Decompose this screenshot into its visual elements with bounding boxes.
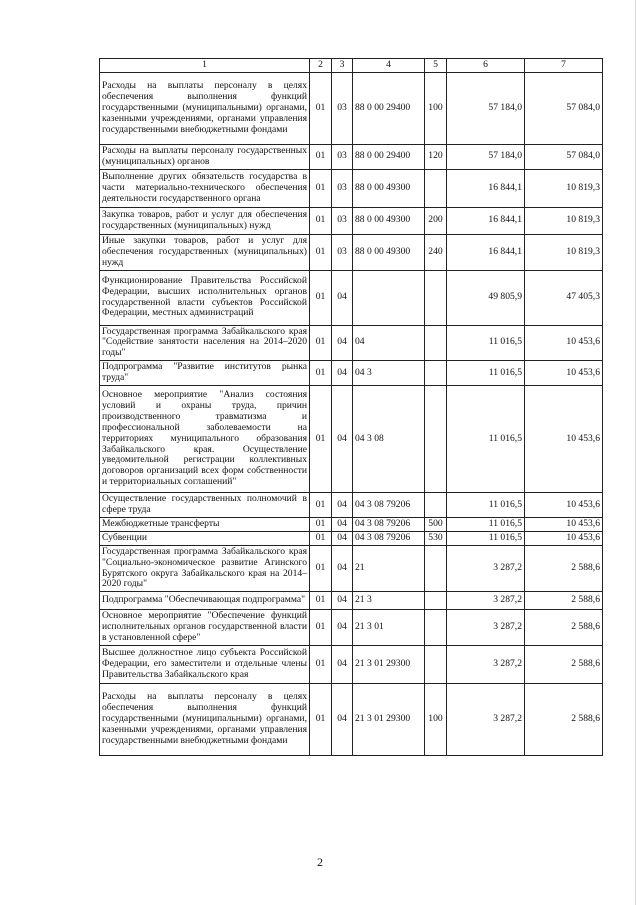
row-name-cell: Межбюджетные трансферты xyxy=(100,517,310,531)
target-article-cell: 21 3 01 29300 xyxy=(353,684,425,756)
expense-type-cell: 240 xyxy=(425,234,447,270)
row-name-cell: Расходы на выплаты персоналу в целях обеспечения выполнения функций государственными (муниципальными) органами, казенными учреждениями, органами управления государственными внебюджетными фондами xyxy=(100,684,310,756)
amount-year1-cell: 11 016,5 xyxy=(447,361,525,386)
target-article-cell: 04 3 xyxy=(353,361,425,386)
amount-year2-cell: 10 819,3 xyxy=(525,234,603,270)
section-cell: 01 xyxy=(310,73,332,145)
expense-type-cell xyxy=(425,493,447,518)
target-article-cell: 88 0 00 29400 xyxy=(353,145,425,170)
amount-year2-cell: 10 819,3 xyxy=(525,207,603,234)
amount-year2-cell: 2 588,6 xyxy=(525,610,603,646)
subsection-cell: 04 xyxy=(332,531,353,545)
target-article-cell: 21 3 01 xyxy=(353,610,425,646)
subsection-cell: 04 xyxy=(332,361,353,386)
amount-year1-cell: 11 016,5 xyxy=(447,386,525,493)
row-name-cell: Расходы на выплаты персоналу государственных (муниципальных) органов xyxy=(100,145,310,170)
table-row xyxy=(100,169,603,207)
section-cell: 01 xyxy=(310,270,332,325)
expense-type-cell xyxy=(425,386,447,493)
page-edge xyxy=(635,0,636,905)
row-name-cell: Иные закупки товаров, работ и услуг для обеспечения государственных (муниципальных) нужд xyxy=(100,234,310,270)
row-name-cell: Закупка товаров, работ и услуг для обеспечения государственных (муниципальных) нужд xyxy=(100,207,310,234)
target-article-cell: 21 xyxy=(353,545,425,592)
table-row xyxy=(100,361,603,386)
target-article-cell: 04 3 08 79206 xyxy=(353,517,425,531)
subsection-cell: 04 xyxy=(332,517,353,531)
target-article-cell: 04 3 08 79206 xyxy=(353,531,425,545)
header-cell: 3 xyxy=(332,59,353,73)
subsection-cell: 03 xyxy=(332,73,353,145)
header-cell: 6 xyxy=(447,59,525,73)
row-name-cell: Расходы на выплаты персоналу в целях обеспечения выполнения функций государственными (муниципальными) органами, казенными учреждениями, органами управления государственными внебюджетными фондами xyxy=(100,73,310,145)
target-article-cell: 88 0 00 49300 xyxy=(353,207,425,234)
subsection-cell: 03 xyxy=(332,207,353,234)
amount-year1-cell: 11 016,5 xyxy=(447,325,525,361)
subsection-cell: 03 xyxy=(332,145,353,170)
amount-year2-cell: 57 084,0 xyxy=(525,145,603,170)
row-name-cell: Функционирование Правительства Российской Федерации, высших исполнительных органов государственной власти субъектов Российской Федерации, местных администраций xyxy=(100,270,310,325)
expense-type-cell: 530 xyxy=(425,531,447,545)
amount-year1-cell: 3 287,2 xyxy=(447,545,525,592)
amount-year2-cell: 10 453,6 xyxy=(525,386,603,493)
expense-type-cell xyxy=(425,361,447,386)
subsection-cell: 04 xyxy=(332,545,353,592)
row-name-cell: Основное мероприятие "Обеспечение функций исполнительных органов государственной власти в установленной сфере" xyxy=(100,610,310,646)
section-cell: 01 xyxy=(310,531,332,545)
target-article-cell: 88 0 00 49300 xyxy=(353,169,425,207)
amount-year1-cell: 11 016,5 xyxy=(447,517,525,531)
amount-year1-cell: 16 844,1 xyxy=(447,169,525,207)
section-cell: 01 xyxy=(310,517,332,531)
amount-year2-cell: 10 453,6 xyxy=(525,493,603,518)
expense-type-cell xyxy=(425,545,447,592)
table-row xyxy=(100,493,603,518)
expense-type-cell xyxy=(425,646,447,684)
expense-type-cell xyxy=(425,169,447,207)
table-row xyxy=(100,517,603,531)
header-cell: 2 xyxy=(310,59,332,73)
target-article-cell: 21 3 xyxy=(353,592,425,610)
table-row xyxy=(100,545,603,592)
amount-year2-cell: 2 588,6 xyxy=(525,646,603,684)
target-article-cell: 21 3 01 29300 xyxy=(353,646,425,684)
row-name-cell: Высшее должностное лицо субъекта Российской Федерации, его заместители и отдельные члены Правительства Забайкальского края xyxy=(100,646,310,684)
target-article-cell: 04 xyxy=(353,325,425,361)
table-row xyxy=(100,610,603,646)
row-name-cell: Выполнение других обязательств государства в части материально-технического обеспечения деятельности государственного органа xyxy=(100,169,310,207)
section-cell: 01 xyxy=(310,234,332,270)
section-cell: 01 xyxy=(310,361,332,386)
amount-year1-cell: 16 844,1 xyxy=(447,207,525,234)
table-row xyxy=(100,325,603,361)
row-name-cell: Государственная программа Забайкальского края "Содействие занятости населения на 2014–2020 годы" xyxy=(100,325,310,361)
section-cell: 01 xyxy=(310,386,332,493)
subsection-cell: 04 xyxy=(332,325,353,361)
page-number: 2 xyxy=(317,855,323,869)
header-row xyxy=(100,59,603,73)
row-name-cell: Основное мероприятие "Анализ состояния условий и охраны труда, причин производственного травматизма и профессиональной заболеваемости на территориях муниципального образования Забайкальского края. Осуществление уведомительной регистрации коллективных договоров организаций всех форм собственности и территориальных соглашений" xyxy=(100,386,310,493)
expense-type-cell: 500 xyxy=(425,517,447,531)
section-cell: 01 xyxy=(310,207,332,234)
expense-type-cell xyxy=(425,592,447,610)
subsection-cell: 04 xyxy=(332,646,353,684)
budget-table xyxy=(99,58,603,756)
header-cell: 5 xyxy=(425,59,447,73)
target-article-cell: 04 3 08 79206 xyxy=(353,493,425,518)
table-row xyxy=(100,234,603,270)
expense-type-cell xyxy=(425,610,447,646)
amount-year1-cell: 49 805,9 xyxy=(447,270,525,325)
expense-type-cell xyxy=(425,270,447,325)
subsection-cell: 04 xyxy=(332,493,353,518)
expense-type-cell: 120 xyxy=(425,145,447,170)
table-row xyxy=(100,270,603,325)
row-name-cell: Осуществление государственных полномочий в сфере труда xyxy=(100,493,310,518)
target-article-cell: 88 0 00 29400 xyxy=(353,73,425,145)
amount-year2-cell: 57 084,0 xyxy=(525,73,603,145)
amount-year1-cell: 3 287,2 xyxy=(447,610,525,646)
section-cell: 01 xyxy=(310,325,332,361)
section-cell: 01 xyxy=(310,684,332,756)
header-cell: 4 xyxy=(353,59,425,73)
table-row xyxy=(100,207,603,234)
expense-type-cell xyxy=(425,325,447,361)
amount-year1-cell: 11 016,5 xyxy=(447,531,525,545)
expense-type-cell: 100 xyxy=(425,684,447,756)
section-cell: 01 xyxy=(310,493,332,518)
budget-table-body xyxy=(100,59,603,756)
subsection-cell: 04 xyxy=(332,386,353,493)
target-article-cell xyxy=(353,270,425,325)
target-article-cell: 88 0 00 49300 xyxy=(353,234,425,270)
amount-year2-cell: 10 819,3 xyxy=(525,169,603,207)
amount-year1-cell: 3 287,2 xyxy=(447,592,525,610)
amount-year1-cell: 57 184,0 xyxy=(447,145,525,170)
amount-year1-cell: 11 016,5 xyxy=(447,493,525,518)
subsection-cell: 03 xyxy=(332,169,353,207)
target-article-cell: 04 3 08 xyxy=(353,386,425,493)
row-name-cell: Подпрограмма "Обеспечивающая подпрограмма" xyxy=(100,592,310,610)
amount-year2-cell: 2 588,6 xyxy=(525,684,603,756)
header-cell: 1 xyxy=(100,59,310,73)
section-cell: 01 xyxy=(310,169,332,207)
amount-year2-cell: 10 453,6 xyxy=(525,325,603,361)
subsection-cell: 04 xyxy=(332,610,353,646)
subsection-cell: 04 xyxy=(332,270,353,325)
row-name-cell: Субвенции xyxy=(100,531,310,545)
amount-year1-cell: 16 844,1 xyxy=(447,234,525,270)
subsection-cell: 04 xyxy=(332,684,353,756)
table-row xyxy=(100,386,603,493)
subsection-cell: 04 xyxy=(332,592,353,610)
amount-year1-cell: 3 287,2 xyxy=(447,646,525,684)
header-cell: 7 xyxy=(525,59,603,73)
amount-year2-cell: 47 405,3 xyxy=(525,270,603,325)
section-cell: 01 xyxy=(310,145,332,170)
expense-type-cell: 100 xyxy=(425,73,447,145)
section-cell: 01 xyxy=(310,646,332,684)
subsection-cell: 03 xyxy=(332,234,353,270)
amount-year2-cell: 2 588,6 xyxy=(525,545,603,592)
expense-type-cell: 200 xyxy=(425,207,447,234)
section-cell: 01 xyxy=(310,592,332,610)
row-name-cell: Подпрограмма "Развитие институтов рынка труда" xyxy=(100,361,310,386)
section-cell: 01 xyxy=(310,545,332,592)
section-cell: 01 xyxy=(310,610,332,646)
row-name-cell: Государственная программа Забайкальского края "Социально-экономическое развитие Агинского Бурятского округа Забайкальского края на 2014–2020 годы" xyxy=(100,545,310,592)
amount-year2-cell: 10 453,6 xyxy=(525,531,603,545)
table-row xyxy=(100,684,603,756)
amount-year2-cell: 10 453,6 xyxy=(525,361,603,386)
amount-year1-cell: 3 287,2 xyxy=(447,684,525,756)
table-row xyxy=(100,73,603,145)
table-row xyxy=(100,145,603,170)
table-row xyxy=(100,646,603,684)
table-row xyxy=(100,592,603,610)
amount-year2-cell: 10 453,6 xyxy=(525,517,603,531)
amount-year1-cell: 57 184,0 xyxy=(447,73,525,145)
amount-year2-cell: 2 588,6 xyxy=(525,592,603,610)
table-row xyxy=(100,531,603,545)
